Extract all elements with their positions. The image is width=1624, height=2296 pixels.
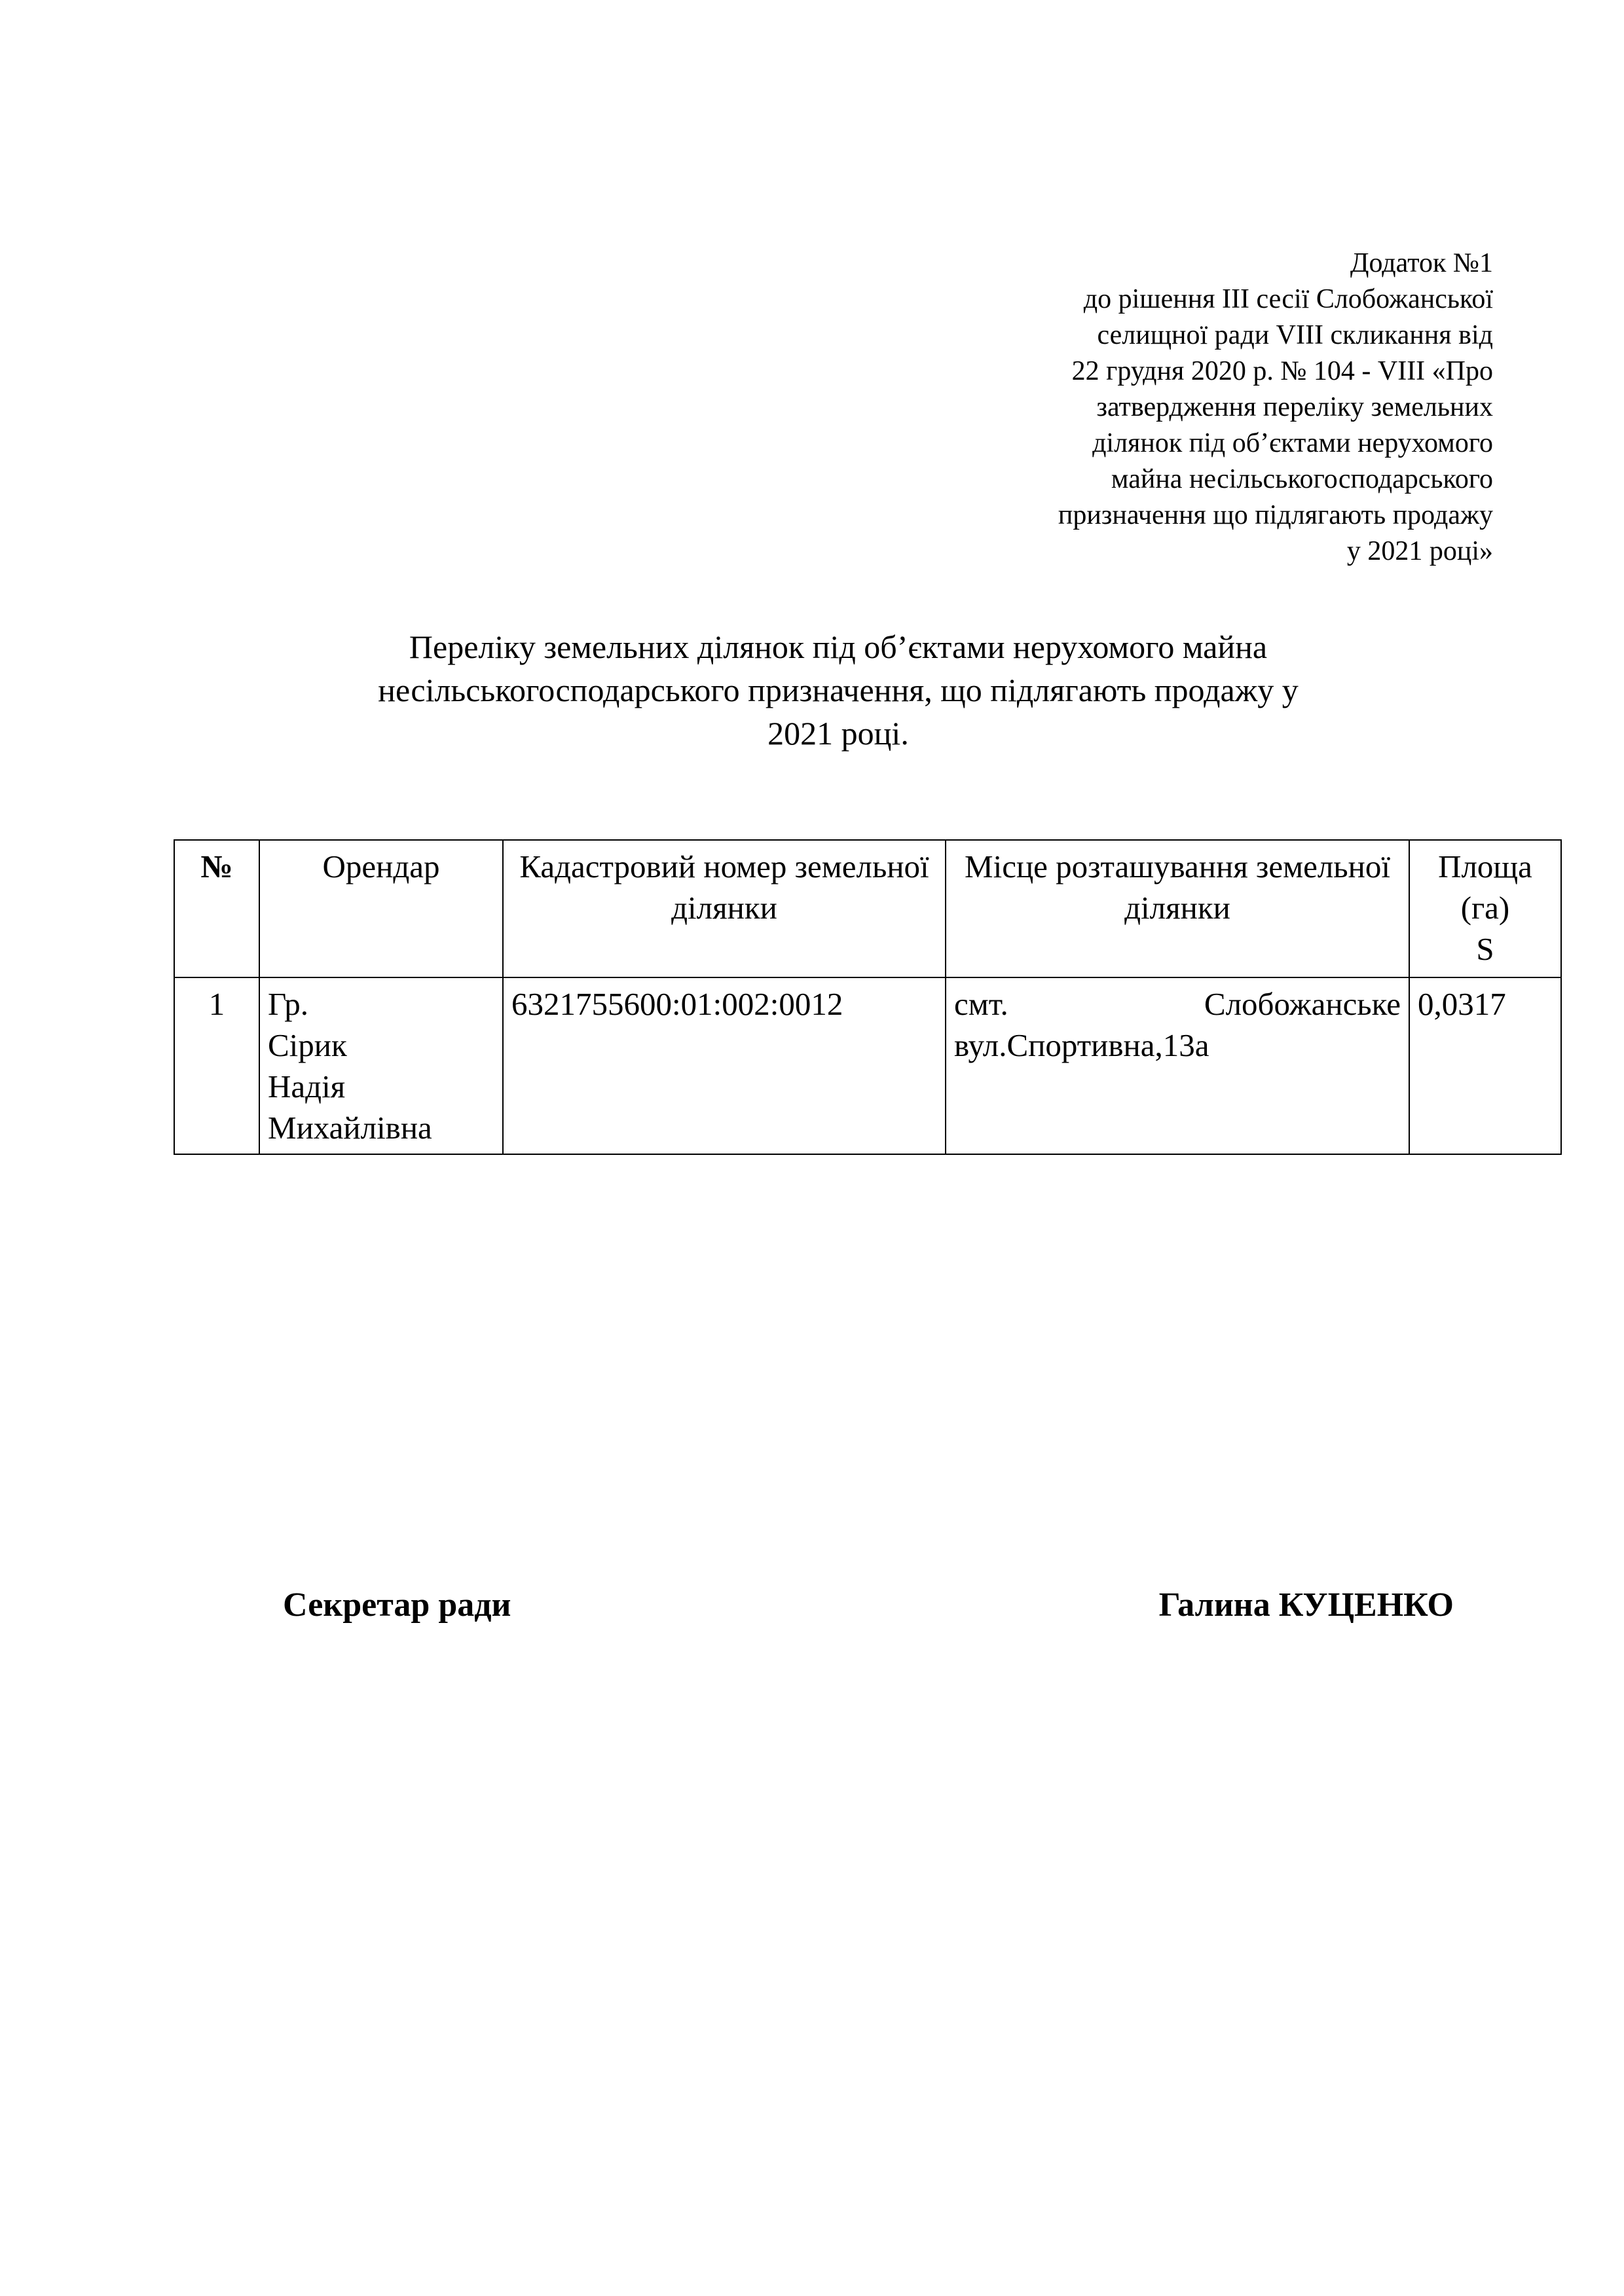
header-area-line: S	[1476, 931, 1494, 967]
row-tenant	[259, 977, 503, 1154]
title-line: несільськогосподарського призначення, що підлягають продажу у	[378, 672, 1299, 708]
header-number: №	[174, 840, 259, 977]
row-area: 0,0317	[1409, 977, 1561, 1154]
annex-line: 22 грудня 2020 р. № 104 - VIII «Про	[1071, 356, 1493, 386]
tenant-line: Надія	[268, 1068, 346, 1104]
row-cadastral-number: 6321755600:01:002:0012	[503, 977, 946, 1154]
header-area	[1409, 840, 1561, 977]
document-title	[301, 625, 1375, 755]
annex-line: ділянок під об’єктами нерухомого	[1092, 428, 1493, 458]
header-location: Місце розташування земельної ділянки	[946, 840, 1409, 977]
signature-position: Секретар ради	[283, 1586, 511, 1624]
title-line: Переліку земельних ділянок під об’єктами нерухомого майна	[409, 629, 1268, 665]
annex-line: у 2021 році»	[1346, 536, 1493, 566]
header-area-line: Площа	[1438, 848, 1532, 884]
land-plots-table	[174, 839, 1562, 1155]
title-line: 2021 році.	[767, 715, 909, 752]
header-tenant: Орендар	[259, 840, 503, 977]
annex-block	[969, 246, 1493, 570]
table-row	[174, 977, 1561, 1154]
annex-line: селищної ради VIII скликання від	[1097, 320, 1493, 350]
signature-name: Галина КУЦЕНКО	[1158, 1586, 1454, 1624]
annex-line: призначення що підлягають продажу	[1058, 500, 1493, 530]
tenant-line: Гр.	[268, 986, 308, 1022]
tenant-line: Сірик	[268, 1027, 347, 1063]
row-number: 1	[174, 977, 259, 1154]
table-header-row	[174, 840, 1561, 977]
header-cadastral-number: Кадастровий номер земельної ділянки	[503, 840, 946, 977]
annex-line: Додаток №1	[1350, 248, 1493, 278]
annex-line: до рішення III сесії Слобожанської	[1083, 284, 1493, 314]
row-location: смт. Слобожанське вул.Спортивна,13а	[946, 977, 1409, 1154]
tenant-line: Михайлівна	[268, 1110, 432, 1146]
header-area-line: (га)	[1460, 890, 1510, 926]
annex-line: майна несільськогосподарського	[1111, 464, 1493, 494]
annex-line: затвердження переліку земельних	[1096, 392, 1493, 422]
